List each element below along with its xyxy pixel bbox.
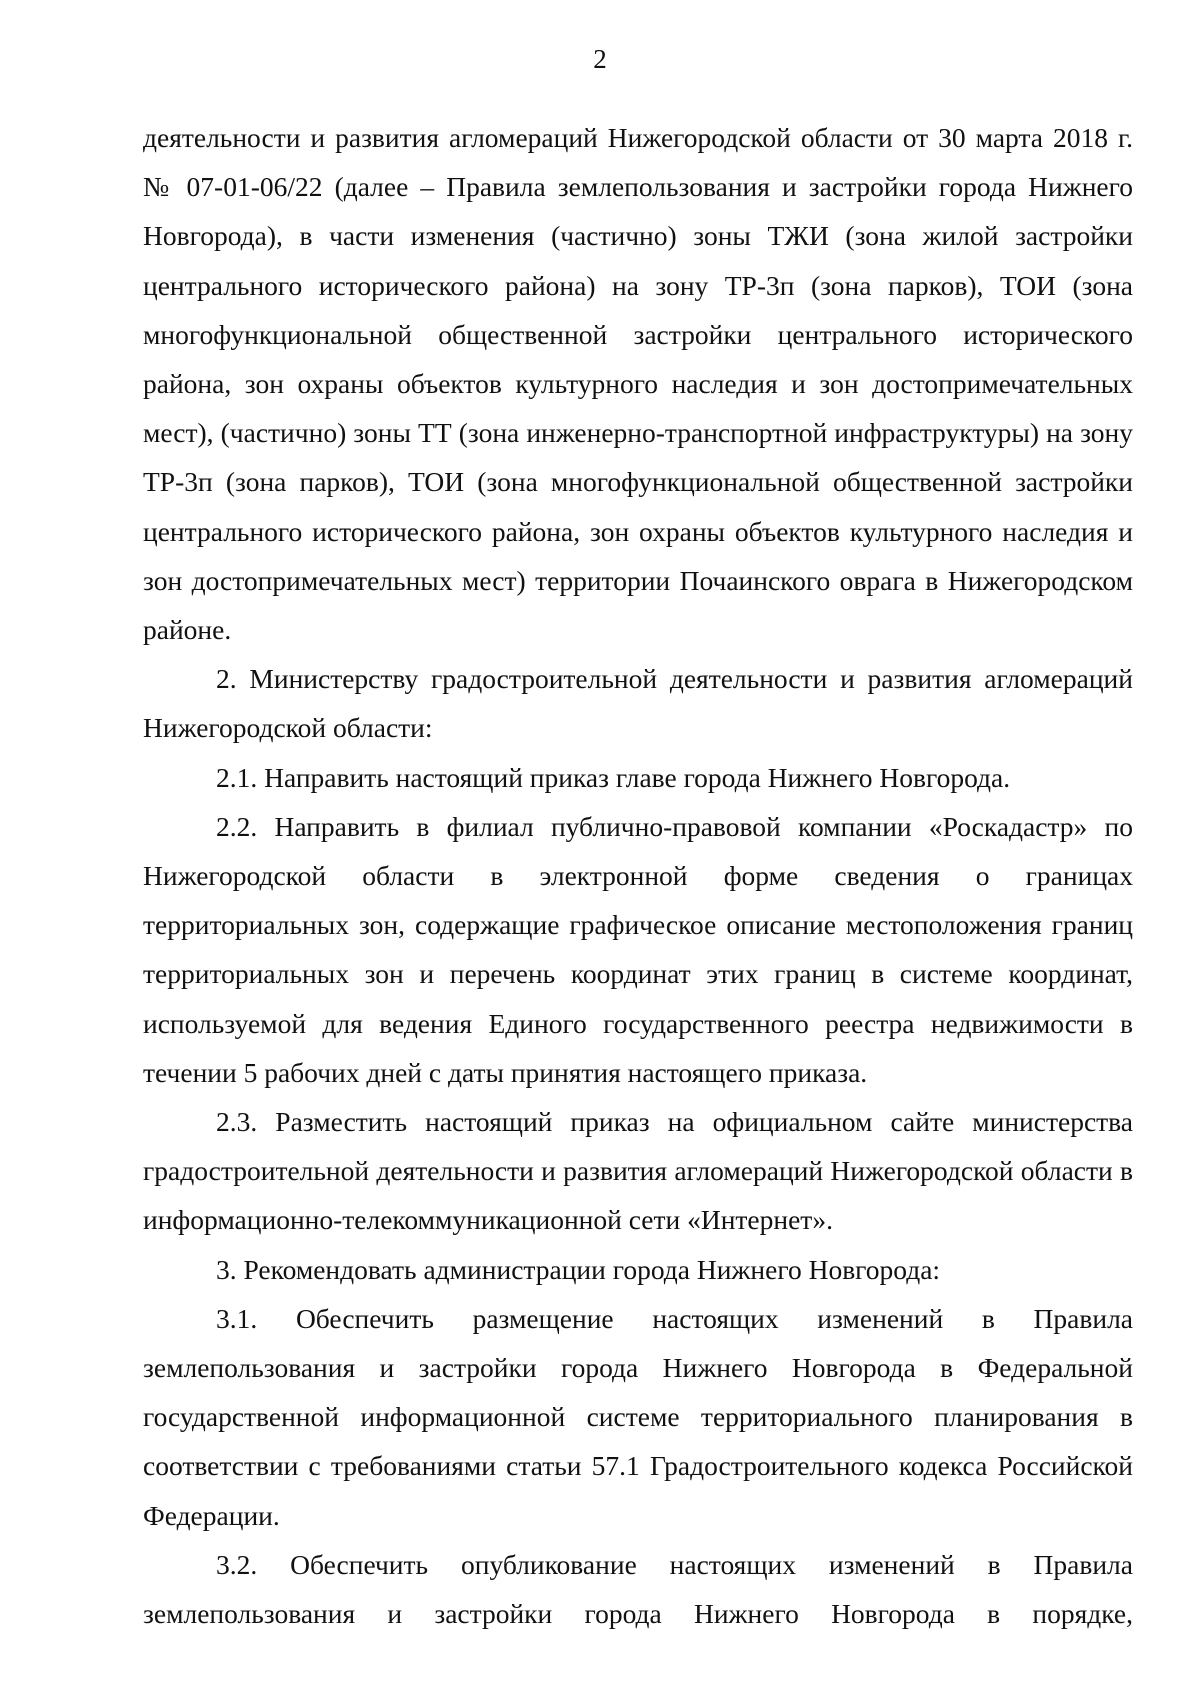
paragraph-item-2-3: 2.3. Разместить настоящий приказ на официальном сайте министерства градостроительной деятельности и развития агломераций Нижегородской области в информационно-телекоммуникационной сети «Интернет». [143, 1106, 1133, 1236]
paragraph-item-3: 3. Рекомендовать администрации города Нижнего Новгорода: [216, 1253, 941, 1285]
paragraph-item-3-1: 3.1. Обеспечить размещение настоящих изменений в Правила землепользования и застройки города Нижнего Новгорода в Федеральной государственной информационной системе территориального планирования в соответствии с требованиями статьи 57.1 Градостроительного кодекса Российской Федерации. [143, 1302, 1133, 1531]
paragraph-item-2: 2. Министерству градостроительной деятельности и развития агломераций Нижегородской области: [143, 663, 1133, 744]
document-body [143, 113, 1133, 1638]
paragraph-item-3-2: 3.2. Обеспечить опубликование настоящих изменений в Правила землепользования и застройки города Нижнего Новгорода в порядке, [143, 1548, 1133, 1630]
paragraph-continuation: деятельности и развития агломераций Нижегородской области от 30 марта 2018 г. № 07-01-06/22 (далее – Правила землепользования и застройки города Нижнего Новгорода), в части изменения (частично) зоны ТЖИ (зона жилой застройки центрального исторического района) на зону ТР-3п (зона парков), ТОИ (зона многофункциональной общественной застройки центрального исторического района, зон охраны объектов культурного наследия и зон достопримечательных мест), (частично) зоны ТТ (зона инженерно-транспортной инфраструктуры) на зону ТР-3п (зона парков), ТОИ (зона многофункциональной общественной застройки центрального исторического района, зон охраны объектов культурного наследия и зон достопримечательных мест) территории Почаинского оврага в Нижегородском районе. [143, 122, 1133, 646]
paragraph-item-2-1: 2.1. Направить настоящий приказ главе города Нижнего Новгорода. [216, 761, 1011, 793]
page-number: 2 [593, 44, 607, 74]
paragraph-item-2-2: 2.2. Направить в филиал публично-правовой компании «Роскадастр» по Нижегородской области в электронной форме сведения о границах территориальных зон, содержащие графическое описание местоположения границ территориальных зон и перечень координат этих границ в системе координат, используемой для ведения Единого государственного реестра недвижимости в течении 5 рабочих дней с даты принятия настоящего приказа. [143, 810, 1133, 1088]
